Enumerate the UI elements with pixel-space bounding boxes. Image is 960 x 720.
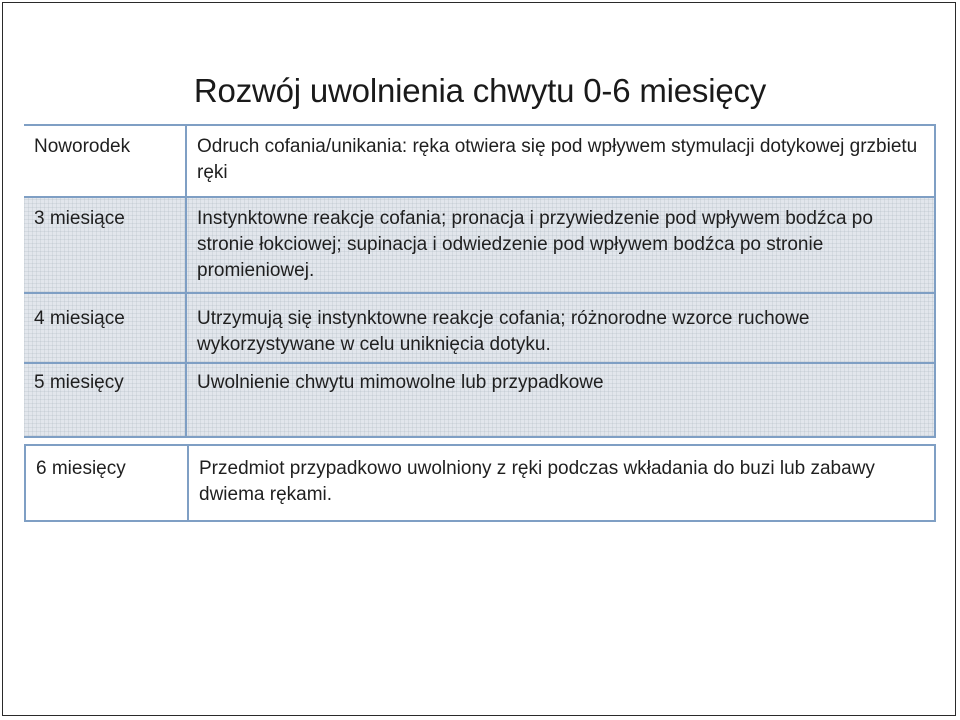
table-row-6-months <box>24 444 936 522</box>
age-description: Odruch cofania/unikania: ręka otwiera się pod wpływem stymulacji dotykowej grzbietu ręki <box>187 126 936 196</box>
slide-title: Rozwój uwolnienia chwytu 0-6 miesięcy <box>193 72 767 109</box>
development-table <box>24 124 936 522</box>
table-row-newborn <box>24 124 936 198</box>
age-label: Noworodek <box>24 126 187 196</box>
age-label: 3 miesiące <box>24 198 187 292</box>
table-row-3-months <box>24 196 936 294</box>
age-label: 6 miesięcy <box>26 446 189 520</box>
age-description: Przedmiot przypadkowo uwolniony z ręki podczas wkładania do buzi lub zabawy dwiema rękami. <box>199 458 875 505</box>
age-description: Instynktowne reakcje cofania; pronacja i przywiedzenie pod wpływem bodźca po stronie łokciowej; supinacja i odwiedzenie pod wpływem bodźca po stronie promieniowej. <box>187 198 936 292</box>
age-label: 5 miesięcy <box>24 364 187 436</box>
age-label: 4 miesiące <box>24 294 187 362</box>
age-description: Utrzymują się instynktowne reakcje cofania; różnorodne wzorce ruchowe wykorzystywane w celu uniknięcia dotyku. <box>187 294 936 362</box>
table-row-4-months <box>24 292 936 364</box>
table-row-5-months <box>24 362 936 438</box>
age-description: Uwolnienie chwytu mimowolne lub przypadkowe <box>187 364 936 436</box>
